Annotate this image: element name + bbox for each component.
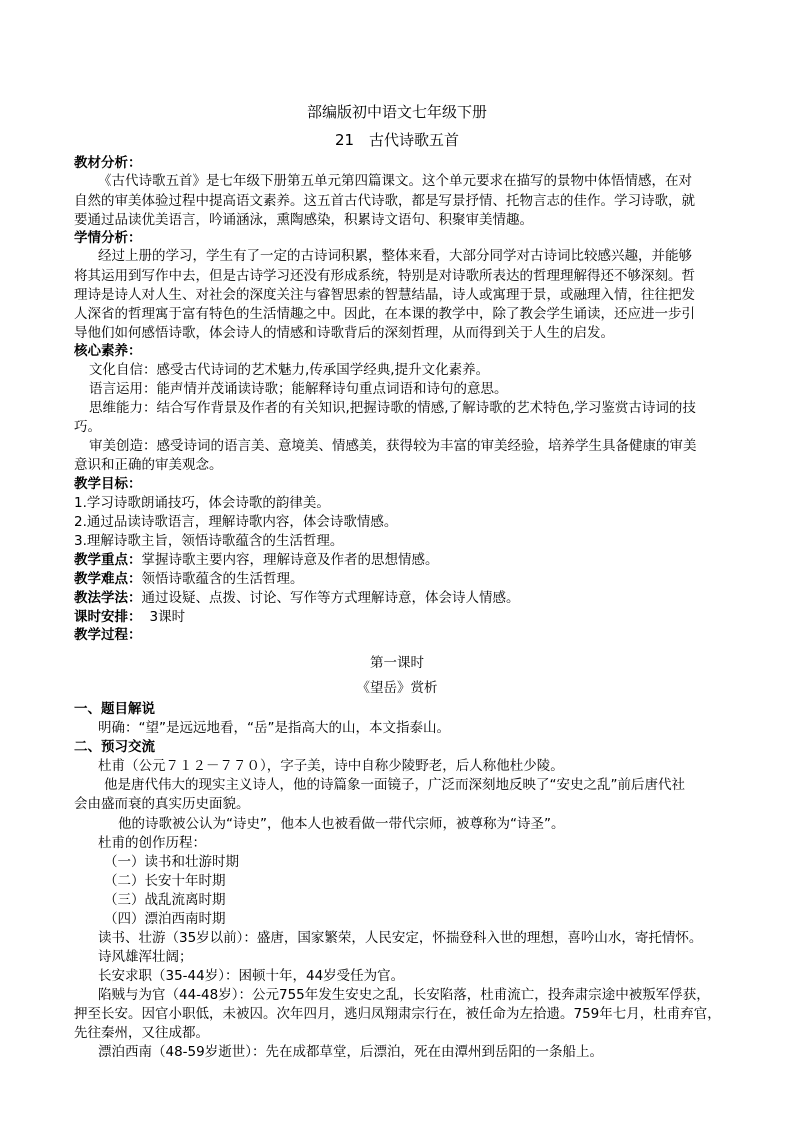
label-methods: 教法学法： <box>74 590 142 606</box>
difficulties-row <box>74 570 724 589</box>
value-key-points: 掌握诗歌主要内容，理解诗意及作者的思想情感。 <box>141 552 439 568</box>
heading-material: 教材分析： <box>74 155 142 171</box>
paragraph-line: 要通过品读优美语言，吟诵涵泳，熏陶感染，积累诗文语句、积聚审美情趣。 <box>74 212 533 228</box>
list-item: 3.理解诗歌主旨，领悟诗歌蕴含的生活哲理。 <box>74 533 344 549</box>
section-heading: 二、预习交流 <box>74 739 155 755</box>
paragraph-line: 文化自信：感受古代诗词的艺术魅力,传承国学经典,提升文化素养。 <box>89 362 490 378</box>
paragraph-line: 思维能力：结合写作背景及作者的有关知识,把握诗歌的情感,了解诗歌的艺术特色,学习鉴赏古诗词的技 <box>89 400 696 416</box>
paragraph-line: 经过上册的学习，学生有了一定的古诗词积累，整体来看，大部分同学对古诗词比较感兴趣，并能够 <box>98 248 692 264</box>
paragraph-line: 杜甫（公元７１２－７７０），字子美，诗中自称少陵野老，后人称他杜少陵。 <box>98 758 564 774</box>
paragraph-line: 读书、壮游（35岁以前）：盛唐，国家繁荣，人民安定，怀揣登科入世的理想，喜吟山水，寄托情怀。 <box>98 930 703 946</box>
label-difficulties: 教学难点： <box>74 571 142 587</box>
label-schedule: 课时安排： <box>74 609 142 625</box>
heading-process: 教学过程： <box>74 627 142 643</box>
paragraph-line: 先往秦州，又往成都。 <box>74 1025 209 1041</box>
paragraph-line: 押至长安。因官小职低，未被囚。次年四月，逃归凤翔肃宗行在，被任命为左拾遗。759年七月，杜甫弃官， <box>74 1006 721 1022</box>
paragraph-line: 诗风雄浑壮阔； <box>98 949 193 965</box>
schedule-row <box>74 608 724 627</box>
paragraph-line: 意识和正确的审美观念。 <box>74 457 223 473</box>
paragraph-line: 《古代诗歌五首》是七年级下册第五单元第四篇课文。这个单元要求在描写的景物中体悟情感，在对 <box>98 173 692 189</box>
key-points-row <box>74 551 724 570</box>
paragraph-line: 长安求职（35-44岁）：困顿十年，44岁受任为官。 <box>98 968 405 984</box>
paragraph-line: 将其运用到写作中去，但是古诗学习还没有形成系统，特别是对诗歌所表达的哲理理解得还不够深刻。哲 <box>74 268 695 284</box>
paragraph-line: 他是唐代伟大的现实主义诗人，他的诗篇象一面镜子，广泛而深刻地反映了“安史之乱”前后唐代社 <box>104 777 685 793</box>
value-methods: 通过设疑、点拨、讨论、写作等方式理解诗意，体会诗人情感。 <box>141 590 520 606</box>
list-item: （四）漂泊西南时期 <box>104 911 226 927</box>
paragraph-line: 人深省的哲理寓于富有特色的生活情趣之中。因此，在本课的教学中，除了教会学生诵读，还应进一步引 <box>74 306 695 322</box>
heading-goals: 教学目标： <box>74 476 142 492</box>
list-item: （二）长安十年时期 <box>104 873 226 889</box>
paragraph-line: 他的诗歌被公认为“诗史”，他本人也被看做一带代宗师，被尊称为“诗圣”。 <box>118 816 565 832</box>
doc-title: 部编版初中语文七年级下册 <box>306 103 487 121</box>
value-difficulties: 领悟诗歌蕴含的生活哲理。 <box>141 571 304 587</box>
paragraph-line: 会由盛而衰的真实历史面貌。 <box>74 796 250 812</box>
paragraph-line: 杜甫的创作历程： <box>98 835 206 851</box>
paragraph-line: 理诗是诗人对人生、对社会的深度关注与睿智思索的智慧结晶，诗人或寓理于景，或融理入情，往往把发 <box>74 287 695 303</box>
doc-subtitle: 21 古代诗歌五首 <box>334 131 460 149</box>
paragraph-line: 语言运用：能声情并茂诵读诗歌；能解释诗句重点词语和诗句的意思。 <box>89 381 508 397</box>
paragraph-line: 自然的审美体验过程中提高语文素养。这五首古代诗歌，都是写景抒情、托物言志的佳作。学习诗歌，就 <box>74 193 695 209</box>
heading-students: 学情分析： <box>74 230 142 246</box>
paragraph-line: 导他们如何感悟诗歌，体会诗人的情感和诗歌背后的深刻哲理，从而得到关于人生的启发。 <box>74 325 614 341</box>
label-key-points: 教学重点： <box>74 552 142 568</box>
paragraph-line: 巧。 <box>74 419 101 435</box>
poem-heading: 《望岳》赏析 <box>356 680 438 696</box>
section-heading: 一、题目解说 <box>74 701 155 717</box>
list-item: 2.通过品读诗歌语言，理解诗歌内容，体会诗歌情感。 <box>74 514 398 530</box>
value-schedule: 3课时 <box>149 609 186 625</box>
heading-literacy: 核心素养： <box>74 343 142 359</box>
methods-row <box>74 589 724 608</box>
list-item: 1.学习诗歌朗诵技巧，体会诗歌的韵律美。 <box>74 495 330 511</box>
paragraph-line: 漂泊西南（48-59岁逝世）：先在成都草堂，后漂泊，死在由潭州到岳阳的一条船上。 <box>98 1044 603 1060</box>
lesson-heading: 第一课时 <box>370 655 424 671</box>
paragraph-line: 陷贼与为官（44-48岁）：公元755年发生安史之乱，长安陷落，杜甫流亡，投奔肃宗途中被叛军俘获， <box>98 987 710 1003</box>
paragraph-line: 审美创造：感受诗词的语言美、意境美、情感美，获得较为丰富的审美经验，培养学生具备健康的审美 <box>89 438 697 454</box>
paragraph-line: 明确：“望”是远远地看，“岳”是指高大的山，本文指泰山。 <box>98 720 450 736</box>
list-item: （一）读书和壮游时期 <box>104 854 239 870</box>
list-item: （三）战乱流离时期 <box>104 892 226 908</box>
